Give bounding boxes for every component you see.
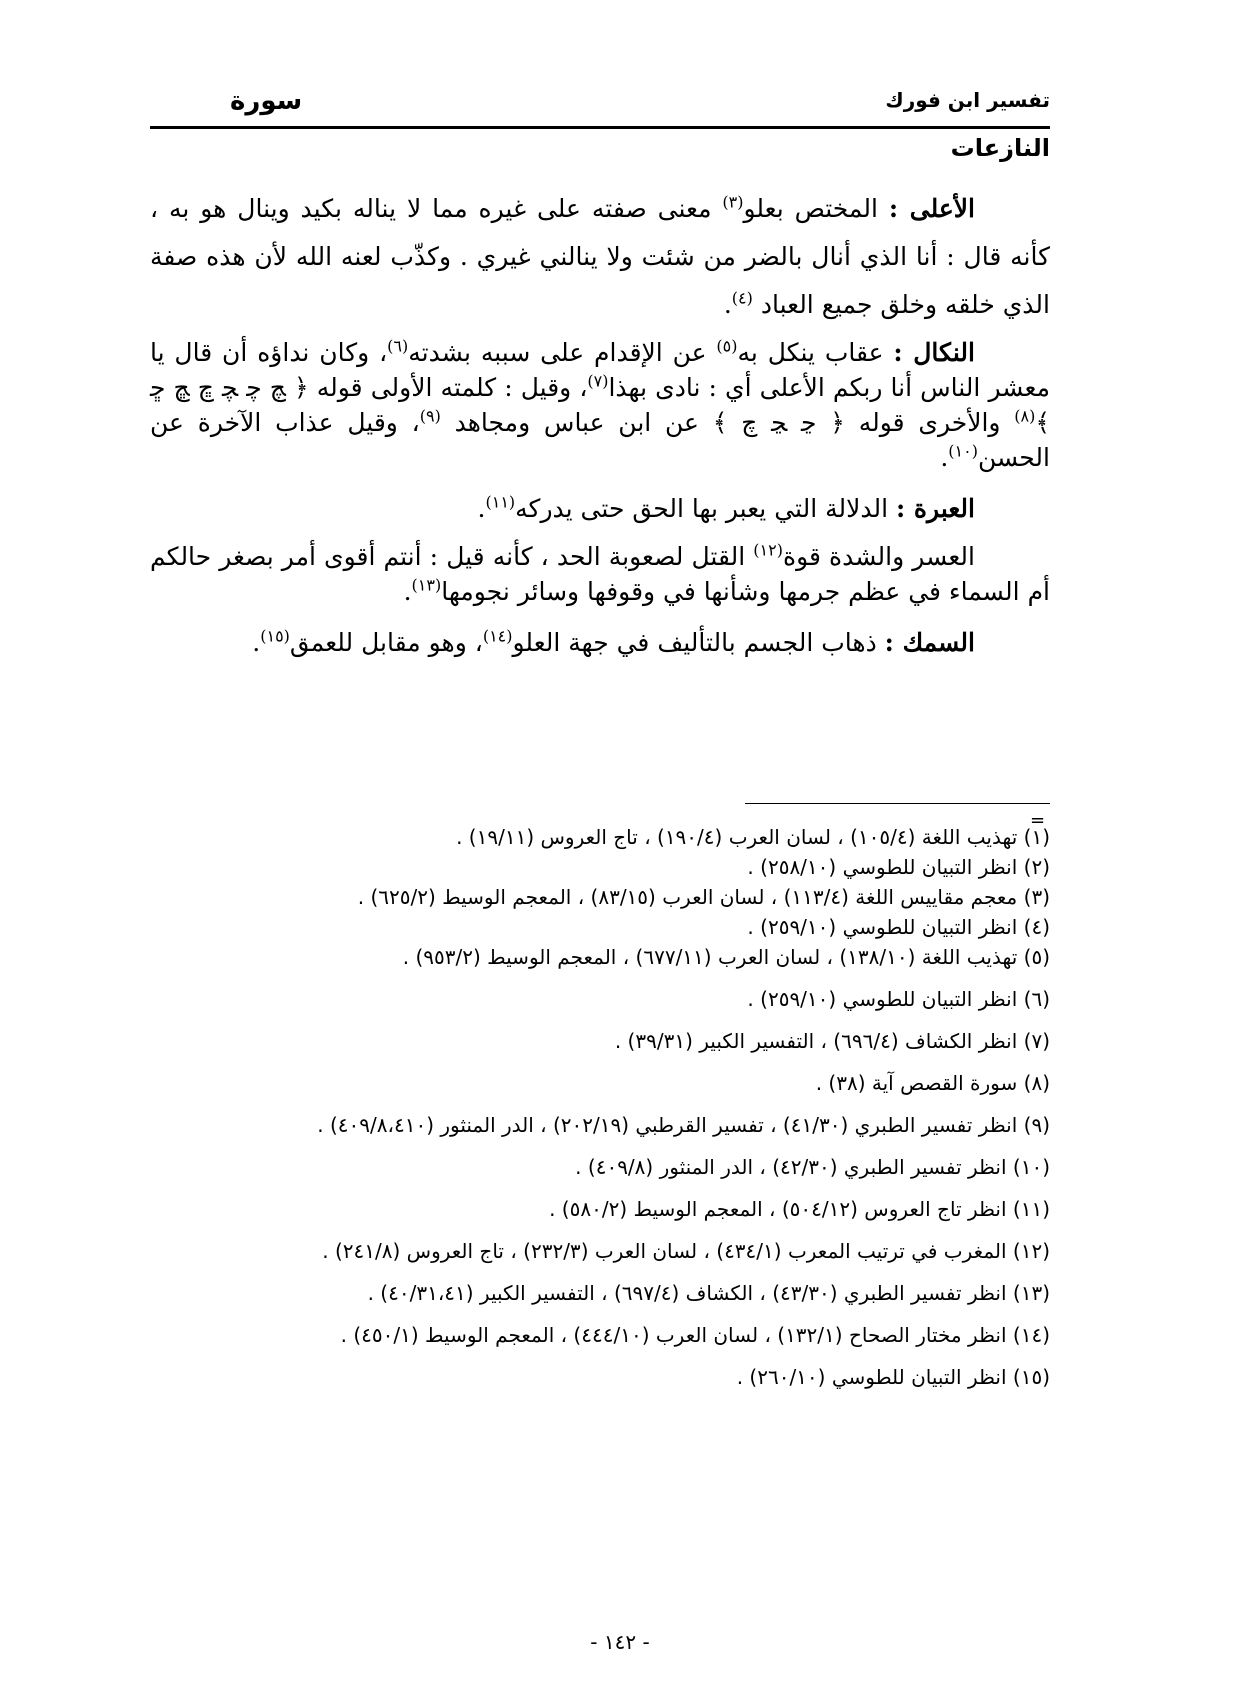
footnote-ref: (١٥) — [260, 626, 290, 646]
entry-text: ، وقيل : كلمته الأولى قوله ﴿ ﭻ ﭼ ﭽ ﭾ ﭿ ﮀ ﴾ — [150, 373, 1051, 437]
entry-al-nakal — [150, 335, 1050, 475]
surah-label: سورة — [230, 86, 303, 116]
entry-term: العبرة : — [896, 494, 975, 523]
footnote-7: (٧) انظر الكشاف (٦٩٦/٤) ، التفسير الكبير (٣٩/٣١) . — [614, 1029, 1050, 1053]
footnote-ref: (١٠) — [948, 441, 978, 461]
footnote-ref: (٧) — [587, 371, 609, 391]
entry-text: عقاب ينكل به — [737, 338, 894, 367]
entry-text: المختص بعلو — [743, 194, 889, 223]
entry-text: معنى صفته على غيره مما لا يناله بكيد وينال هو به ، كأنه قال : أنا الذي أنال بالضر من شئت ولا ينالني غيري . وكذّب لعنه الله لأن هذه صفة الذي خلقه وخلق جميع العباد — [150, 194, 1050, 319]
entry-text: ، وكان نداؤه أن قال يا معشر الناس أنا ربكم الأعلى أي : نادى بهذا — [150, 338, 1050, 402]
book-title: تفسير ابن فورك — [885, 88, 1050, 112]
footnote-ref: (٤) — [731, 288, 753, 308]
entry-term: النكال : — [893, 338, 975, 367]
footnote-2: (٢) انظر التبيان للطوسي (٢٥٨/١٠) . — [747, 855, 1050, 879]
footnote-ref: (٩) — [419, 406, 441, 426]
footnote-ref: (٣) — [722, 192, 744, 212]
surah-name: النازعات — [950, 134, 1050, 162]
entry-al-usr — [150, 539, 1050, 609]
entry-text: ، وقيل عذاب الآخرة عن الحسن — [150, 408, 1050, 472]
footnotes — [150, 822, 1050, 1392]
entry-text: القتل لصعوبة الحد ، كأنه قيل : أنتم أقوى أمر بصغر حالكم أم السماء في عظم جرمها وشأنها في وقوفها وسائر نجومها — [150, 542, 1050, 606]
entry-term: الأعلى : — [888, 194, 975, 223]
footnote-15: (١٥) انظر التبيان للطوسي (٢٦٠/١٠) . — [736, 1365, 1050, 1389]
footnote-divider — [745, 803, 1050, 804]
footnote-13: (١٣) انظر تفسير الطبري (٤٣/٣٠) ، الكشاف (٦٩٧/٤) ، التفسير الكبير (٤٠/٣١،٤١) . — [367, 1281, 1050, 1305]
entry-al-aala — [150, 185, 1050, 329]
footnote-4: (٤) انظر التبيان للطوسي (٢٥٩/١٠) . — [747, 915, 1050, 939]
header-divider — [150, 126, 1050, 129]
footnote-11: (١١) انظر تاج العروس (٥٠٤/١٢) ، المعجم الوسيط (٥٨٠/٢) . — [549, 1197, 1050, 1221]
footnote-ref: (١١) — [485, 492, 516, 512]
footnote-5: (٥) تهذيب اللغة (١٣٨/١٠) ، لسان العرب (٦٧٧/١١) ، المعجم الوسيط (٩٥٣/٢) . — [402, 945, 1050, 969]
footnote-8: (٨) سورة القصص آية (٣٨) . — [815, 1071, 1050, 1095]
footnote-ref: (١٤) — [482, 626, 513, 646]
footnote-9: (٩) انظر تفسير الطبري (٤١/٣٠) ، تفسير القرطبي (٢٠٢/١٩) ، الدر المنثور (٤٠٩/٨،٤١٠) . — [317, 1113, 1050, 1137]
footnote-ref: (١٣) — [411, 575, 442, 595]
page-number: - ١٤٢ - — [590, 1630, 650, 1654]
entry-text: الدلالة التي يعبر بها الحق حتى يدركه — [515, 494, 896, 523]
entry-text: . — [477, 494, 486, 523]
entry-al-samk — [150, 619, 1050, 667]
footnote-3: (٣) معجم مقاييس اللغة (١١٣/٤) ، لسان العرب (٨٣/١٥) ، المعجم الوسيط (٦٢٥/٢) . — [357, 885, 1050, 909]
entry-text: . — [940, 443, 949, 472]
entry-text: ، وهو مقابل للعمق — [289, 628, 483, 657]
main-text — [150, 185, 1050, 669]
footnote-10: (١٠) انظر تفسير الطبري (٤٢/٣٠) ، الدر المنثور (٤٠٩/٨) . — [575, 1155, 1050, 1179]
footnote-6: (٦) انظر التبيان للطوسي (٢٥٩/١٠) . — [747, 987, 1050, 1011]
footnote-1: (١) تهذيب اللغة (١٠٥/٤) ، لسان العرب (١٩٠/٤) ، تاج العروس (١٩/١١) . — [456, 825, 1050, 849]
entry-al-ibra — [150, 485, 1050, 533]
entry-text: . — [723, 290, 732, 319]
footnote-ref: (٥) — [716, 336, 738, 356]
entry-text: عن الإقدام على سببه بشدته — [408, 338, 717, 367]
entry-term: السمك : — [884, 628, 975, 657]
entry-text: . — [403, 577, 412, 606]
footnote-12: (١٢) المغرب في ترتيب المعرب (٤٣٤/١) ، لسان العرب (٢٣٢/٣) ، تاج العروس (٢٤١/٨) . — [322, 1239, 1050, 1263]
entry-text: ذهاب الجسم بالتأليف في جهة العلو — [512, 628, 885, 657]
footnote-continuation-mark: = — [1030, 810, 1046, 831]
footnote-ref: (٦) — [387, 336, 409, 356]
footnote-ref: (٨) — [1014, 406, 1036, 426]
footnote-ref: (١٢) — [753, 540, 783, 560]
entry-text: العسر والشدة قوة — [782, 542, 975, 571]
footnote-14: (١٤) انظر مختار الصحاح (١٣٢/١) ، لسان العرب (٤٤٤/١٠) ، المعجم الوسيط (٤٥٠/١) . — [340, 1323, 1050, 1347]
running-header — [150, 80, 1050, 130]
entry-text: والأخرى قوله ﴿ ﭸ ﭹ ﭺ ﴾ عن ابن عباس ومجاهد — [440, 408, 1015, 437]
entry-text: . — [252, 628, 261, 657]
